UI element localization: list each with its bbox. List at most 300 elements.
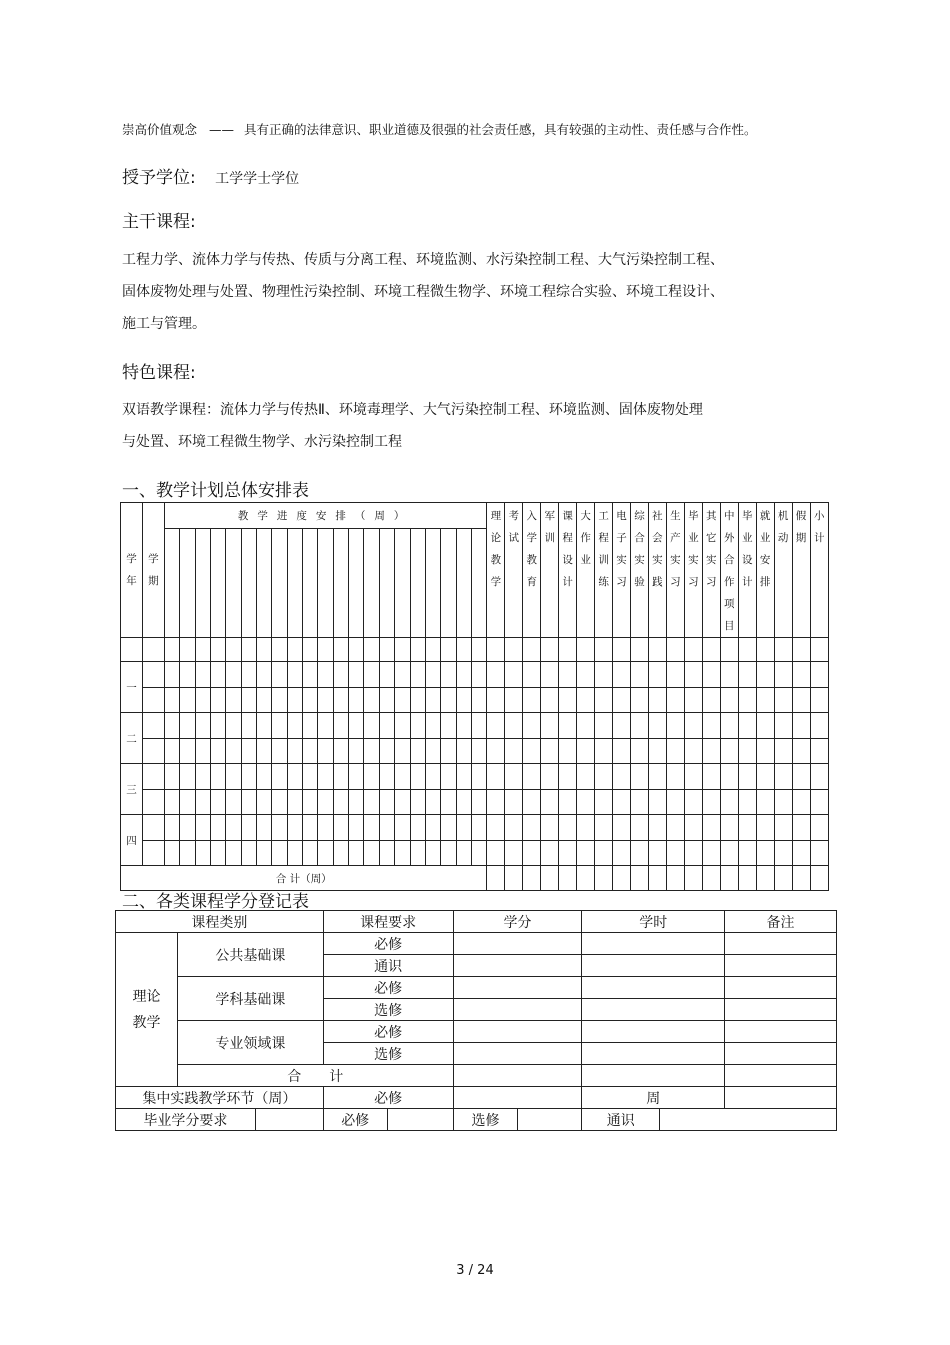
table-cell[interactable] <box>505 713 523 739</box>
table-cell[interactable] <box>379 789 394 815</box>
table-cell[interactable] <box>241 687 256 713</box>
term-cell[interactable] <box>142 713 164 739</box>
table-cell[interactable] <box>333 687 348 713</box>
table-cell[interactable] <box>410 815 425 841</box>
table-cell[interactable] <box>702 662 720 688</box>
table-cell[interactable] <box>738 789 756 815</box>
table-cell[interactable] <box>505 764 523 790</box>
table-cell[interactable] <box>702 840 720 866</box>
table-cell[interactable] <box>180 764 195 790</box>
table-cell[interactable] <box>702 789 720 815</box>
table-cell[interactable] <box>559 713 577 739</box>
table-cell[interactable] <box>395 764 410 790</box>
table-cell[interactable] <box>333 713 348 739</box>
table-cell[interactable] <box>195 789 210 815</box>
table-cell[interactable] <box>792 738 810 764</box>
table-cell[interactable] <box>241 840 256 866</box>
table-cell[interactable] <box>666 662 684 688</box>
table-cell[interactable] <box>441 815 456 841</box>
table-cell[interactable] <box>441 764 456 790</box>
table-cell[interactable] <box>523 866 541 891</box>
table-cell[interactable] <box>666 687 684 713</box>
table-cell[interactable] <box>774 789 792 815</box>
table-cell[interactable] <box>195 687 210 713</box>
table-cell[interactable] <box>364 815 379 841</box>
table-cell[interactable] <box>792 815 810 841</box>
table-cell[interactable] <box>379 687 394 713</box>
table-cell[interactable] <box>738 738 756 764</box>
table-cell[interactable] <box>303 815 318 841</box>
table-cell[interactable] <box>648 764 666 790</box>
table-cell[interactable] <box>349 738 364 764</box>
table-cell[interactable] <box>810 713 828 739</box>
table-cell[interactable] <box>631 662 649 688</box>
hour-cell[interactable] <box>582 999 725 1021</box>
table-cell[interactable] <box>226 713 241 739</box>
table-cell[interactable] <box>523 738 541 764</box>
table-cell[interactable] <box>648 840 666 866</box>
table-cell[interactable] <box>195 815 210 841</box>
table-cell[interactable] <box>774 662 792 688</box>
table-cell[interactable] <box>738 713 756 739</box>
table-cell[interactable] <box>559 764 577 790</box>
table-cell[interactable] <box>195 738 210 764</box>
table-cell[interactable] <box>541 840 559 866</box>
table-cell[interactable] <box>256 789 271 815</box>
table-cell[interactable] <box>164 662 179 688</box>
table-cell[interactable] <box>410 764 425 790</box>
table-cell[interactable] <box>648 713 666 739</box>
note-cell[interactable] <box>725 1087 837 1109</box>
table-cell[interactable] <box>684 687 702 713</box>
table-cell[interactable] <box>226 738 241 764</box>
practice-value[interactable] <box>453 1087 582 1109</box>
table-cell[interactable] <box>613 687 631 713</box>
table-cell[interactable] <box>210 840 225 866</box>
table-cell[interactable] <box>303 713 318 739</box>
table-cell[interactable] <box>720 662 738 688</box>
table-cell[interactable] <box>684 738 702 764</box>
table-cell[interactable] <box>487 840 505 866</box>
table-cell[interactable] <box>256 764 271 790</box>
table-cell[interactable] <box>164 840 179 866</box>
table-cell[interactable] <box>410 662 425 688</box>
table-cell[interactable] <box>595 789 613 815</box>
table-cell[interactable] <box>226 662 241 688</box>
graduation-total[interactable] <box>255 1109 323 1131</box>
table-cell[interactable] <box>559 840 577 866</box>
table-cell[interactable] <box>349 713 364 739</box>
table-cell[interactable] <box>774 738 792 764</box>
table-cell[interactable] <box>180 662 195 688</box>
table-cell[interactable] <box>318 713 333 739</box>
table-cell[interactable] <box>410 840 425 866</box>
table-cell[interactable] <box>666 866 684 891</box>
table-cell[interactable] <box>648 789 666 815</box>
table-cell[interactable] <box>792 713 810 739</box>
table-cell[interactable] <box>272 738 287 764</box>
table-cell[interactable] <box>487 713 505 739</box>
credit-cell[interactable] <box>453 1043 582 1065</box>
note-cell[interactable] <box>725 1043 837 1065</box>
term-cell[interactable] <box>142 840 164 866</box>
table-cell[interactable] <box>738 662 756 688</box>
table-cell[interactable] <box>702 713 720 739</box>
table-cell[interactable] <box>303 662 318 688</box>
table-cell[interactable] <box>256 713 271 739</box>
table-cell[interactable] <box>364 789 379 815</box>
table-cell[interactable] <box>702 866 720 891</box>
table-cell[interactable] <box>684 840 702 866</box>
table-cell[interactable] <box>756 815 774 841</box>
table-cell[interactable] <box>487 764 505 790</box>
table-cell[interactable] <box>666 713 684 739</box>
term-cell[interactable] <box>142 687 164 713</box>
table-cell[interactable] <box>505 687 523 713</box>
table-cell[interactable] <box>425 738 440 764</box>
table-cell[interactable] <box>364 687 379 713</box>
table-cell[interactable] <box>631 687 649 713</box>
table-cell[interactable] <box>756 840 774 866</box>
table-cell[interactable] <box>541 764 559 790</box>
hour-cell[interactable] <box>582 933 725 955</box>
table-cell[interactable] <box>425 687 440 713</box>
table-cell[interactable] <box>195 840 210 866</box>
table-cell[interactable] <box>595 866 613 891</box>
table-cell[interactable] <box>505 866 523 891</box>
table-cell[interactable] <box>441 840 456 866</box>
table-cell[interactable] <box>256 738 271 764</box>
table-cell[interactable] <box>287 662 302 688</box>
table-cell[interactable] <box>256 840 271 866</box>
table-cell[interactable] <box>210 764 225 790</box>
table-cell[interactable] <box>756 738 774 764</box>
table-cell[interactable] <box>648 866 666 891</box>
table-cell[interactable] <box>379 738 394 764</box>
table-cell[interactable] <box>164 738 179 764</box>
table-cell[interactable] <box>577 738 595 764</box>
table-cell[interactable] <box>472 687 487 713</box>
table-cell[interactable] <box>241 789 256 815</box>
table-cell[interactable] <box>441 738 456 764</box>
table-cell[interactable] <box>210 713 225 739</box>
table-cell[interactable] <box>720 815 738 841</box>
table-cell[interactable] <box>318 687 333 713</box>
table-cell[interactable] <box>487 687 505 713</box>
table-cell[interactable] <box>226 789 241 815</box>
table-cell[interactable] <box>631 866 649 891</box>
table-cell[interactable] <box>472 840 487 866</box>
table-cell[interactable] <box>395 789 410 815</box>
table-cell[interactable] <box>559 815 577 841</box>
table-cell[interactable] <box>333 815 348 841</box>
table-cell[interactable] <box>487 789 505 815</box>
table-cell[interactable] <box>559 662 577 688</box>
table-cell[interactable] <box>738 764 756 790</box>
table-cell[interactable] <box>523 662 541 688</box>
table-cell[interactable] <box>541 713 559 739</box>
table-cell[interactable] <box>349 662 364 688</box>
credit-cell[interactable] <box>453 955 582 977</box>
table-cell[interactable] <box>792 662 810 688</box>
table-cell[interactable] <box>774 713 792 739</box>
table-cell[interactable] <box>756 713 774 739</box>
table-cell[interactable] <box>472 789 487 815</box>
table-cell[interactable] <box>684 764 702 790</box>
table-cell[interactable] <box>774 840 792 866</box>
table-cell[interactable] <box>792 764 810 790</box>
note-cell[interactable] <box>725 977 837 999</box>
table-cell[interactable] <box>318 764 333 790</box>
table-cell[interactable] <box>810 789 828 815</box>
table-cell[interactable] <box>456 840 471 866</box>
table-cell[interactable] <box>256 687 271 713</box>
table-cell[interactable] <box>684 662 702 688</box>
table-cell[interactable] <box>577 764 595 790</box>
table-cell[interactable] <box>349 789 364 815</box>
table-cell[interactable] <box>364 764 379 790</box>
table-cell[interactable] <box>349 840 364 866</box>
table-cell[interactable] <box>487 738 505 764</box>
table-cell[interactable] <box>303 687 318 713</box>
table-cell[interactable] <box>226 764 241 790</box>
table-cell[interactable] <box>164 687 179 713</box>
table-cell[interactable] <box>472 815 487 841</box>
table-cell[interactable] <box>792 866 810 891</box>
table-cell[interactable] <box>226 815 241 841</box>
table-cell[interactable] <box>333 738 348 764</box>
table-cell[interactable] <box>395 738 410 764</box>
table-cell[interactable] <box>241 764 256 790</box>
table-cell[interactable] <box>456 815 471 841</box>
hour-cell[interactable] <box>582 977 725 999</box>
table-cell[interactable] <box>756 866 774 891</box>
table-cell[interactable] <box>613 866 631 891</box>
note-cell[interactable] <box>725 1065 837 1087</box>
credit-cell[interactable] <box>453 1065 582 1087</box>
table-cell[interactable] <box>666 764 684 790</box>
note-cell[interactable] <box>725 999 837 1021</box>
table-cell[interactable] <box>577 662 595 688</box>
table-cell[interactable] <box>487 866 505 891</box>
table-cell[interactable] <box>303 840 318 866</box>
table-cell[interactable] <box>810 866 828 891</box>
table-cell[interactable] <box>774 866 792 891</box>
table-cell[interactable] <box>256 815 271 841</box>
table-cell[interactable] <box>456 738 471 764</box>
table-cell[interactable] <box>648 815 666 841</box>
table-cell[interactable] <box>810 662 828 688</box>
table-cell[interactable] <box>287 713 302 739</box>
table-cell[interactable] <box>287 815 302 841</box>
table-cell[interactable] <box>774 815 792 841</box>
table-cell[interactable] <box>720 764 738 790</box>
table-cell[interactable] <box>333 840 348 866</box>
table-cell[interactable] <box>487 815 505 841</box>
table-cell[interactable] <box>810 840 828 866</box>
table-cell[interactable] <box>810 815 828 841</box>
table-cell[interactable] <box>272 764 287 790</box>
table-cell[interactable] <box>472 764 487 790</box>
table-cell[interactable] <box>648 687 666 713</box>
table-cell[interactable] <box>210 738 225 764</box>
term-cell[interactable] <box>142 815 164 841</box>
table-cell[interactable] <box>164 815 179 841</box>
table-cell[interactable] <box>577 687 595 713</box>
table-cell[interactable] <box>523 687 541 713</box>
table-cell[interactable] <box>303 764 318 790</box>
table-cell[interactable] <box>395 687 410 713</box>
table-cell[interactable] <box>505 815 523 841</box>
table-cell[interactable] <box>595 662 613 688</box>
table-cell[interactable] <box>613 764 631 790</box>
table-cell[interactable] <box>720 713 738 739</box>
table-cell[interactable] <box>595 713 613 739</box>
credit-cell[interactable] <box>453 999 582 1021</box>
table-cell[interactable] <box>523 840 541 866</box>
table-cell[interactable] <box>272 840 287 866</box>
table-cell[interactable] <box>425 840 440 866</box>
table-cell[interactable] <box>287 764 302 790</box>
table-cell[interactable] <box>379 662 394 688</box>
table-cell[interactable] <box>541 815 559 841</box>
table-cell[interactable] <box>631 789 649 815</box>
table-cell[interactable] <box>631 815 649 841</box>
table-cell[interactable] <box>349 815 364 841</box>
table-cell[interactable] <box>595 815 613 841</box>
term-cell[interactable] <box>142 789 164 815</box>
table-cell[interactable] <box>648 662 666 688</box>
hour-cell[interactable] <box>582 955 725 977</box>
table-cell[interactable] <box>523 815 541 841</box>
table-cell[interactable] <box>577 789 595 815</box>
table-cell[interactable] <box>241 815 256 841</box>
table-cell[interactable] <box>456 713 471 739</box>
hour-cell[interactable] <box>582 1021 725 1043</box>
table-cell[interactable] <box>720 789 738 815</box>
table-cell[interactable] <box>523 789 541 815</box>
table-cell[interactable] <box>720 840 738 866</box>
table-cell[interactable] <box>774 687 792 713</box>
table-cell[interactable] <box>410 687 425 713</box>
table-cell[interactable] <box>613 713 631 739</box>
table-cell[interactable] <box>164 789 179 815</box>
table-cell[interactable] <box>441 687 456 713</box>
table-cell[interactable] <box>395 840 410 866</box>
credit-cell[interactable] <box>453 977 582 999</box>
table-cell[interactable] <box>226 687 241 713</box>
table-cell[interactable] <box>425 789 440 815</box>
table-cell[interactable] <box>410 789 425 815</box>
table-cell[interactable] <box>241 662 256 688</box>
table-cell[interactable] <box>210 687 225 713</box>
table-cell[interactable] <box>487 662 505 688</box>
table-cell[interactable] <box>756 662 774 688</box>
note-cell[interactable] <box>725 933 837 955</box>
table-cell[interactable] <box>287 789 302 815</box>
table-cell[interactable] <box>577 840 595 866</box>
table-cell[interactable] <box>318 789 333 815</box>
table-cell[interactable] <box>792 687 810 713</box>
table-cell[interactable] <box>441 713 456 739</box>
table-cell[interactable] <box>738 840 756 866</box>
table-cell[interactable] <box>272 815 287 841</box>
table-cell[interactable] <box>210 789 225 815</box>
table-cell[interactable] <box>595 764 613 790</box>
table-cell[interactable] <box>395 713 410 739</box>
table-cell[interactable] <box>210 815 225 841</box>
table-cell[interactable] <box>180 738 195 764</box>
table-cell[interactable] <box>195 713 210 739</box>
note-cell[interactable] <box>725 955 837 977</box>
table-cell[interactable] <box>318 662 333 688</box>
table-cell[interactable] <box>666 815 684 841</box>
table-cell[interactable] <box>631 713 649 739</box>
table-cell[interactable] <box>180 713 195 739</box>
table-cell[interactable] <box>379 815 394 841</box>
table-cell[interactable] <box>318 738 333 764</box>
table-cell[interactable] <box>559 738 577 764</box>
table-cell[interactable] <box>702 815 720 841</box>
table-cell[interactable] <box>272 662 287 688</box>
table-cell[interactable] <box>702 738 720 764</box>
table-cell[interactable] <box>425 815 440 841</box>
table-cell[interactable] <box>410 713 425 739</box>
table-cell[interactable] <box>472 738 487 764</box>
table-cell[interactable] <box>684 866 702 891</box>
table-cell[interactable] <box>505 840 523 866</box>
table-cell[interactable] <box>241 713 256 739</box>
graduation-value3[interactable] <box>660 1109 837 1131</box>
table-cell[interactable] <box>810 738 828 764</box>
table-cell[interactable] <box>541 662 559 688</box>
table-cell[interactable] <box>303 738 318 764</box>
table-cell[interactable] <box>164 764 179 790</box>
table-cell[interactable] <box>505 662 523 688</box>
table-cell[interactable] <box>792 789 810 815</box>
table-cell[interactable] <box>541 687 559 713</box>
table-cell[interactable] <box>287 687 302 713</box>
table-cell[interactable] <box>210 662 225 688</box>
table-cell[interactable] <box>631 738 649 764</box>
table-cell[interactable] <box>364 662 379 688</box>
table-cell[interactable] <box>613 662 631 688</box>
table-cell[interactable] <box>456 687 471 713</box>
table-cell[interactable] <box>180 815 195 841</box>
table-cell[interactable] <box>523 713 541 739</box>
table-cell[interactable] <box>702 687 720 713</box>
table-cell[interactable] <box>272 687 287 713</box>
credit-cell[interactable] <box>453 1021 582 1043</box>
table-cell[interactable] <box>613 738 631 764</box>
table-cell[interactable] <box>195 662 210 688</box>
credit-cell[interactable] <box>453 933 582 955</box>
table-cell[interactable] <box>425 764 440 790</box>
table-cell[interactable] <box>559 687 577 713</box>
table-cell[interactable] <box>364 840 379 866</box>
table-cell[interactable] <box>425 662 440 688</box>
table-cell[interactable] <box>333 764 348 790</box>
table-cell[interactable] <box>164 713 179 739</box>
table-cell[interactable] <box>559 866 577 891</box>
table-cell[interactable] <box>648 738 666 764</box>
table-cell[interactable] <box>631 764 649 790</box>
table-cell[interactable] <box>364 738 379 764</box>
table-cell[interactable] <box>318 815 333 841</box>
table-cell[interactable] <box>738 815 756 841</box>
table-cell[interactable] <box>595 738 613 764</box>
table-cell[interactable] <box>472 713 487 739</box>
